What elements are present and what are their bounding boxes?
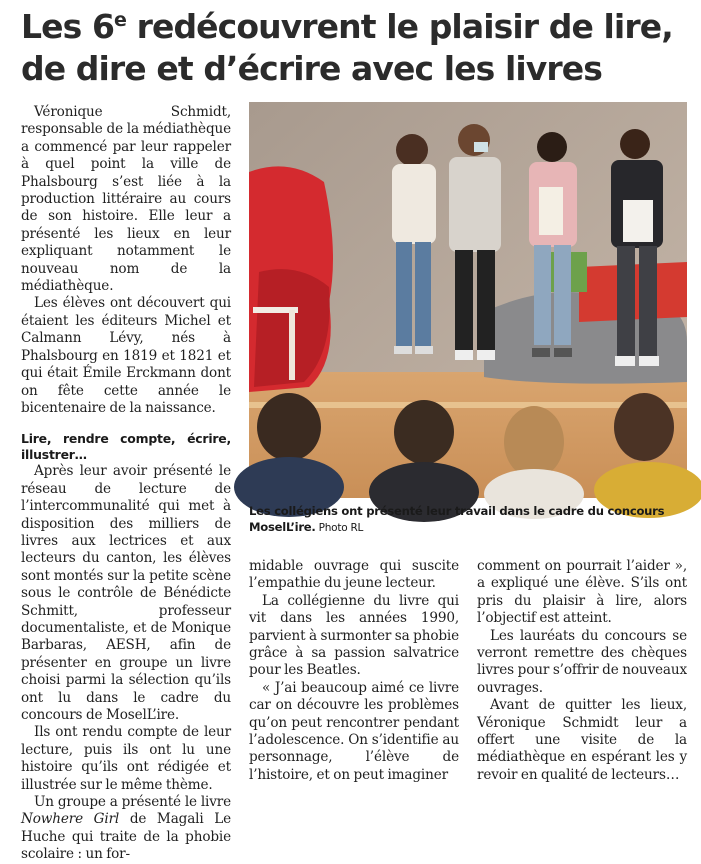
subheading: Lire, rendre compte, écrire, illustrer… (21, 431, 231, 463)
col3-paragraph-2: Les lauréats du concours se verront remettre des chèques livres pour s’offrir de nouveaux ouvrages. (477, 627, 687, 696)
photo-illustration (249, 102, 687, 498)
col3-paragraph-1: comment on pourrait l’aider », a expliqué une élève. S’ils ont pris du plaisir à lire, alors l’objectif est atteint. (477, 558, 687, 627)
headline-part-2: redécouvrent le plaisir de lire, de dire et d’écrire avec les livres (21, 7, 673, 88)
column-2 (249, 558, 459, 784)
photo-credit: Photo RL (315, 522, 364, 534)
caption-text: Les collégiens ont présenté leur travail dans le cadre du concours MoselL’ire. (249, 504, 665, 534)
col2-paragraph-2: La collégienne du livre qui vit dans les années 1990, parvient à surmonter sa phobie grâce à sa passion salvatrice pour les Beatles. (249, 592, 459, 679)
book-title: Nowhere Girl (21, 811, 120, 828)
col1-paragraph-1: Véronique Schmidt, responsable de la médiathèque a commencé par leur rappeler à quel point la ville de Phalsbourg s’est liée à la production littéraire au cours de son histoire. Elle leur a présenté les lieux en leur expliquant notamment le nouveau nom de la médiathèque. (21, 104, 231, 295)
photo-caption (249, 503, 687, 536)
col1-paragraph-2: Les élèves ont découvert qui étaient les éditeurs Michel et Calmann Lévy, nés à Phalsbourg en 1819 et 1821 et qui était Émile Erckmann dont on fête cette année le bicentenaire de la naissance. (21, 295, 231, 416)
col1-paragraph-5 (21, 794, 231, 864)
col1-paragraph-3: Après leur avoir présenté le réseau de lecture de l’intercommunalité qui met à disposition des milliers de livres aux lectrices et aux lecteurs du canton, les élèves sont montés sur la petite scène sous le contrôle de Bénédicte Schmitt, professeur documentaliste, et de Monique Barbaras, AESH, afin de présenter en groupe un livre choisi parmi la sélection qu’ils ont lu dans le cadre du concours de MoselL’ire. (21, 463, 231, 723)
col3-paragraph-3: Avant de quitter les lieux, Véronique Schmidt leur a offert une visite de la médiathèque en espérant les y revoir en qualité de lecteurs… (477, 697, 687, 783)
col1-p5-text-b: de Magali Le Huche qui traite de la phobie scolaire : un for- (21, 811, 232, 863)
photo-students-on-stage (249, 102, 687, 498)
col2-paragraph-1: midable ouvrage qui suscite l’empathie du jeune lecteur. (249, 558, 459, 592)
headline-superscript: e (114, 9, 127, 31)
col1-p5-text-a: Un groupe a présenté le livre (34, 794, 231, 811)
column-3 (477, 558, 687, 784)
col2-paragraph-3: « J’ai beaucoup aimé ce livre car on découvre les problèmes qu’on peut rencontrer pendant l’adolescence. On s’identifie au personnage, l’élève de l’histoire, et on peut imaginer (249, 679, 459, 783)
headline-part-1: Les 6 (21, 7, 115, 46)
column-1 (21, 104, 231, 864)
headline (21, 6, 691, 90)
col1-paragraph-4: Ils ont rendu compte de leur lecture, puis ils ont lu une histoire qu’ils ont rédigée et illustrée sur le même thème. (21, 724, 231, 793)
